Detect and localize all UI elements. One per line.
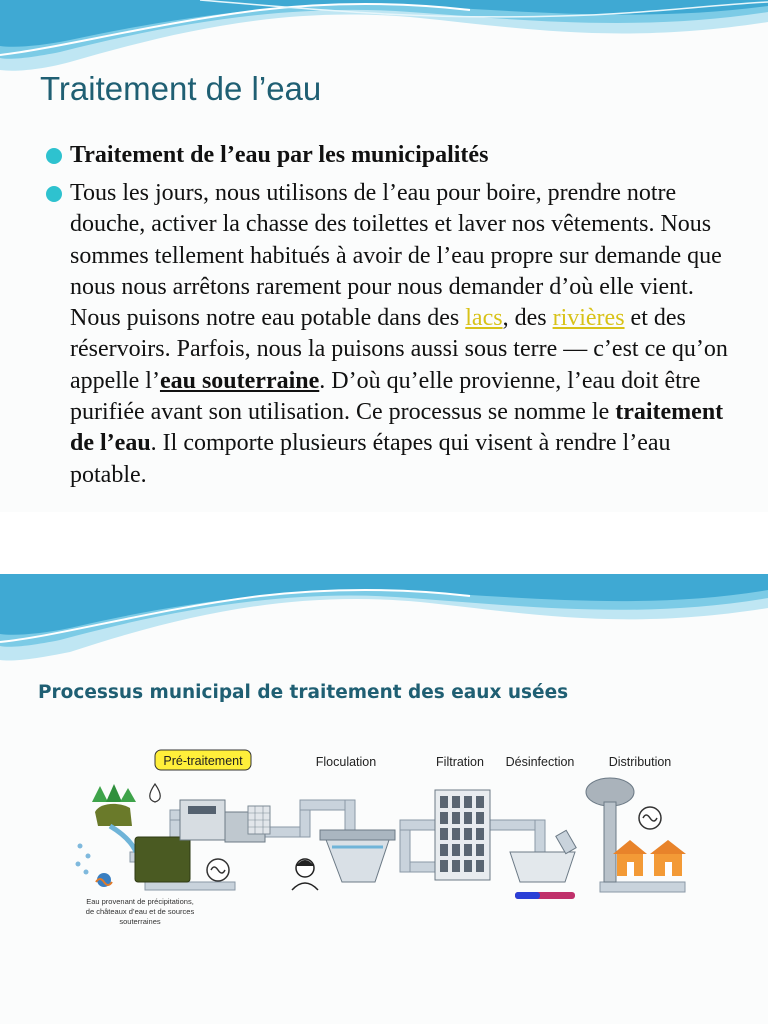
stage-label-desinfection: Désinfection — [505, 755, 575, 769]
bullet-paragraph — [46, 178, 732, 491]
paragraph-text: , des — [502, 305, 553, 332]
link-lacs[interactable]: lacs — [465, 305, 503, 332]
flocculation-basin — [320, 830, 395, 882]
paragraph-text: et des réservoirs. Parfois, nous la puisons aussi sous terre — c’est ce qu’on appelle l’ — [70, 305, 728, 394]
slide-2 — [0, 512, 768, 1024]
house-icon — [650, 840, 686, 876]
stage-label-filtration: Filtration — [436, 755, 484, 769]
source-caption-line2: de châteaux d’eau et de sources — [85, 907, 195, 916]
tree-icon — [92, 784, 136, 802]
worker-icon — [292, 859, 318, 890]
paragraph-text: . D’où qu’elle provienne, l’eau doit être purifiée avant son utilisation. Ce processus se nomme le — [70, 367, 701, 426]
bullet-icon — [46, 186, 62, 202]
paragraph-text: . Il comporte plusieurs étapes qui visent à rendre l’eau potable. — [70, 430, 671, 488]
gauge-icon — [207, 859, 229, 881]
water-drop-icon — [150, 784, 161, 802]
bullet-icon — [46, 148, 62, 164]
source-caption-line3: souterraines — [119, 917, 161, 926]
source-tank — [135, 837, 190, 882]
wave-icon — [96, 873, 112, 887]
house-icon — [613, 840, 647, 876]
stage-label-floculation: Floculation — [315, 755, 377, 769]
bullet-item — [46, 140, 732, 171]
link-rivieres[interactable]: rivières — [552, 305, 625, 332]
source-caption-line1: Eau provenant de précipitations, — [86, 897, 194, 906]
paragraph-text: Tous les jours, nous utilisons de l’eau pour boire, prendre notre douche, activer la chasse des toilettes et laver nos vêtements. Nous sommes tellement habitués à avoir de l’eau propre sur demande que nous nous arrêtons rarement pour nous demander d’où elle vient. Nous puisons notre eau potable dans des — [70, 180, 722, 332]
rain-drops — [76, 844, 91, 875]
source-ground — [95, 804, 132, 826]
stage-label-distribution: Distribution — [608, 755, 672, 769]
process-diagram — [70, 742, 710, 952]
filtration-unit — [435, 790, 490, 880]
gauge-icon — [639, 807, 661, 829]
top-wave-decoration — [0, 0, 768, 80]
slide-title: Traitement de l’eau — [40, 70, 322, 107]
slide-title: Processus municipal de traitement des eaux usées — [38, 682, 569, 703]
stage-label-pretraitement: Pré-traitement — [163, 754, 243, 768]
bullet-item — [46, 178, 732, 491]
bullet-heading: Traitement de l’eau par les municipalités — [70, 142, 489, 168]
term-eau-souterraine: eau souterraine — [159, 367, 320, 394]
term-traitement: traitement de l’eau — [70, 399, 724, 457]
top-wave-decoration — [0, 512, 768, 682]
